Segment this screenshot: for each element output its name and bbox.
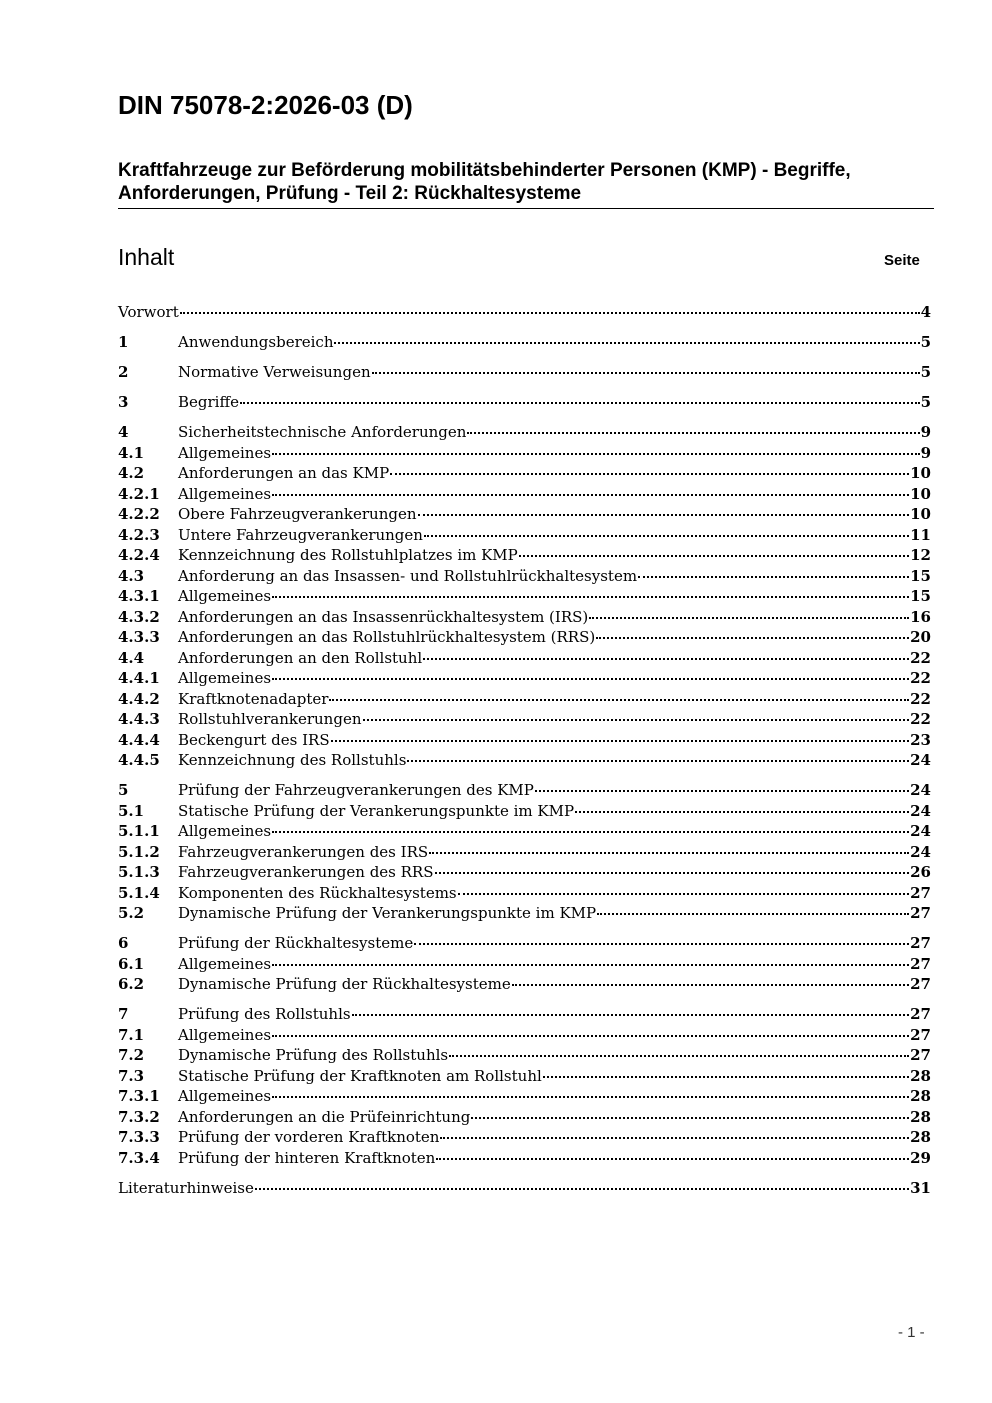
toc-entry-page: 26 [910,863,931,881]
toc-dot-leader [458,889,910,895]
toc-entry-number: 4.2 [118,464,145,482]
toc-entry-title: Rollstuhlverankerungen [178,710,362,728]
toc-entry-number: 7 [118,1005,129,1023]
toc-entry[interactable] [118,586,931,607]
toc-entry[interactable] [118,780,931,801]
toc-entry[interactable] [118,1086,931,1107]
toc-entry-number: 5.2 [118,904,145,922]
toc-entry-title: Anforderungen an die Prüfeinrichtung [178,1107,471,1126]
toc-entry[interactable] [118,443,931,464]
toc-dot-leader [272,1031,909,1037]
toc-entry[interactable] [118,504,931,525]
toc-entry-page: 10 [910,505,931,523]
toc-entry-title: Obere Fahrzeugverankerungen [178,505,417,523]
toc-entry-number: 4.3.3 [118,628,160,646]
toc-entry-title: Prüfung der hinteren Kraftknoten [178,1148,436,1167]
document-id: DIN 75078-2:2026-03 (D) [118,90,413,120]
toc-entry-title: Kennzeichnung des Rollstuhlplatzes im KMP [178,546,518,564]
toc-entry-number: 4.2.2 [118,505,160,523]
toc-entry-title: Dynamische Prüfung der Rückhaltesysteme [178,975,511,993]
toc-entry-number: 5 [118,781,129,799]
toc-dot-leader [440,1133,909,1139]
toc-entry-title: Anforderungen an das Insassenrückhaltesystem (IRS) [178,607,589,626]
toc-entry[interactable] [118,332,931,353]
toc-dot-leader [272,490,909,496]
toc-entry-title: Sicherheitstechnische Anforderungen [178,423,467,441]
toc-entry-title: Prüfung der Fahrzeugverankerungen des KMP [178,781,534,799]
toc-entry-number: 4.4.5 [118,751,160,769]
toc-entry-page: 27 [910,1005,931,1023]
toc-dot-leader [272,449,920,455]
toc-entry-number: 4.2.3 [118,525,160,544]
toc-entry-page: 5 [920,333,931,351]
toc-entry-number: 4 [118,423,129,441]
toc-entry[interactable] [118,903,931,924]
toc-entry-number: 4.4.3 [118,710,160,728]
toc-dot-leader [272,1092,909,1098]
toc-entry-number: 3 [118,393,129,411]
toc-entry-number: 4.3.2 [118,607,160,626]
toc-entry[interactable] [118,933,931,954]
subtitle-line-1: Kraftfahrzeuge zur Beförderung mobilitätsbehinderter Personen (KMP) - Begriffe, [118,160,851,181]
toc-entry-page: 20 [910,628,931,646]
toc-entry[interactable] [118,668,931,689]
toc-entry-title: Anforderung an das Insassen- und Rollstuhlrückhaltesystem [178,566,638,585]
toc-entry-number: 5.1.4 [118,883,160,902]
toc-entry[interactable] [118,648,931,669]
page-number: - 1 - [898,1324,925,1341]
toc-entry-page: 27 [910,975,931,993]
toc-dot-leader [180,308,920,314]
toc-entry-page: 27 [910,954,931,973]
toc-entry-title: Anwendungsbereich [178,333,334,351]
toc-dot-leader [272,960,909,966]
toc-entry[interactable] [118,821,931,842]
toc-entry-title: Anforderungen an das KMP [178,464,390,482]
toc-entry-page: 16 [910,607,931,626]
toc-entry-page: 22 [910,689,931,708]
toc-entry[interactable] [118,392,931,413]
toc-entry-title: Allgemeines [178,1025,272,1044]
toc-entry-title: Dynamische Prüfung des Rollstuhls [178,1046,449,1064]
toc-entry[interactable] [118,730,931,751]
toc-dot-leader [372,368,920,374]
subtitle-line-2: Anforderungen, Prüfung - Teil 2: Rückhaltesysteme [118,183,582,204]
toc-entry-number: 1 [118,333,129,351]
toc-entry-number: 5.1 [118,801,145,820]
toc-entry[interactable] [118,883,931,904]
toc-entry-number: 6 [118,934,129,952]
toc-dot-leader [543,1072,909,1078]
toc-dot-leader [423,654,909,660]
toc-entry-number: 7.2 [118,1046,145,1064]
toc-entry-title: Allgemeines [178,1087,272,1105]
toc-entry-title: Vorwort [118,303,179,321]
toc-dot-leader [436,1154,909,1160]
toc-entry-number: 5.1.2 [118,842,160,861]
toc-entry-title: Allgemeines [178,822,272,840]
toc-entry-page: 24 [910,801,931,820]
toc-dot-leader [272,674,909,680]
toc-entry-title: Prüfung der vorderen Kraftknoten [178,1128,440,1146]
toc-dot-leader [471,1113,909,1119]
toc-entry-number: 4.4.4 [118,730,160,749]
toc-entry-number: 4.2.4 [118,546,160,564]
toc-entry-page: 29 [910,1148,931,1167]
toc-entry-title: Prüfung der Rückhaltesysteme [178,934,414,952]
toc-dot-leader [329,695,909,701]
toc-entry[interactable] [118,627,931,648]
toc-entry-number: 6.1 [118,954,145,973]
toc-entry-page: 28 [910,1066,931,1085]
toc-entry-number: 6.2 [118,975,145,993]
toc-dot-leader [597,909,909,915]
toc-entry-page: 24 [910,842,931,861]
toc-entry[interactable] [118,362,931,383]
toc-dot-leader [390,469,909,475]
toc-entry-page: 12 [910,546,931,564]
toc-entry[interactable] [118,484,931,505]
toc-dot-leader [331,736,910,742]
table-of-contents [118,302,931,1198]
toc-dot-leader [240,398,920,404]
toc-dot-leader [512,980,909,986]
toc-entry-page: 27 [910,1025,931,1044]
toc-entry-title: Allgemeines [178,484,272,503]
toc-entry[interactable] [118,1045,931,1066]
toc-entry-page: 5 [920,393,931,411]
toc-entry-page: 22 [910,669,931,687]
toc-entry[interactable] [118,954,931,975]
toc-entry-page: 22 [910,648,931,667]
toc-entry-title: Kennzeichnung des Rollstuhls [178,751,407,769]
toc-entry-title: Anforderungen an das Rollstuhlrückhaltesystem (RRS) [178,628,596,646]
toc-dot-leader [589,613,909,619]
toc-dot-leader [414,939,909,945]
toc-entry-title: Allgemeines [178,587,272,605]
toc-entry[interactable] [118,607,931,628]
toc-dot-leader [424,531,909,537]
toc-entry[interactable] [118,974,931,995]
toc-entry-title: Literaturhinweise [118,1178,254,1197]
toc-entry-page: 9 [920,443,931,462]
toc-entry[interactable] [118,525,931,546]
toc-entry-page: 24 [910,781,931,799]
toc-entry-title: Allgemeines [178,443,272,462]
toc-entry-number: 2 [118,363,129,381]
toc-entry-number: 7.3 [118,1066,145,1085]
toc-entry-title: Allgemeines [178,669,272,687]
toc-dot-leader [535,786,909,792]
toc-entry[interactable] [118,566,931,587]
toc-entry-page: 24 [910,751,931,769]
toc-entry-page: 23 [910,730,931,749]
toc-dot-leader [449,1051,909,1057]
toc-entry[interactable] [118,463,931,484]
toc-entry[interactable] [118,689,931,710]
toc-entry-page: 27 [910,904,931,922]
toc-entry-title: Dynamische Prüfung der Verankerungspunkte im KMP [178,904,597,922]
toc-entry[interactable] [118,1148,931,1169]
toc-entry-number: 4.4.2 [118,689,160,708]
page-column-label: Seite [884,252,920,269]
toc-entry-page: 4 [920,303,931,321]
toc-entry-title: Fahrzeugverankerungen des IRS [178,842,429,861]
toc-entry-title: Anforderungen an den Rollstuhl [178,648,423,667]
toc-dot-leader [255,1184,909,1190]
toc-dot-leader [519,551,909,557]
toc-entry-number: 4.4.1 [118,669,160,687]
toc-entry-title: Statische Prüfung der Kraftknoten am Rollstuhl [178,1066,542,1085]
toc-dot-leader [435,868,910,874]
toc-entry-page: 28 [910,1087,931,1105]
toc-entry[interactable] [118,750,931,771]
toc-dot-leader [272,827,909,833]
toc-entry-page: 28 [910,1128,931,1146]
toc-entry-number: 4.4 [118,648,145,667]
toc-entry-page: 27 [910,1046,931,1064]
toc-entry-page: 15 [910,566,931,585]
toc-entry[interactable] [118,709,931,730]
toc-entry[interactable] [118,1127,931,1148]
toc-entry[interactable] [118,1107,931,1128]
toc-entry-title: Statische Prüfung der Verankerungspunkte im KMP [178,801,575,820]
toc-dot-leader [418,510,910,516]
toc-entry-page: 10 [910,484,931,503]
toc-entry[interactable] [118,1178,931,1199]
toc-dot-leader [352,1010,910,1016]
toc-entry-number: 7.3.3 [118,1128,160,1146]
toc-entry-page: 15 [910,587,931,605]
toc-entry-page: 11 [910,525,931,544]
toc-entry-title: Komponenten des Rückhaltesystems [178,883,457,902]
toc-dot-leader [363,715,910,721]
toc-entry[interactable] [118,545,931,566]
toc-entry-title: Prüfung des Rollstuhls [178,1005,351,1023]
toc-entry-number: 7.3.4 [118,1148,160,1167]
toc-entry-page: 9 [920,423,931,441]
toc-entry-number: 5.1.1 [118,822,160,840]
toc-entry-page: 27 [910,934,931,952]
toc-entry-number: 4.2.1 [118,484,160,503]
toc-dot-leader [429,848,909,854]
toc-entry[interactable] [118,801,931,822]
toc-entry-page: 27 [910,883,931,902]
toc-entry-page: 28 [910,1107,931,1126]
toc-dot-leader [407,756,909,762]
toc-entry[interactable] [118,422,931,443]
toc-entry[interactable] [118,842,931,863]
toc-heading: Inhalt [118,244,175,270]
toc-entry-number: 7.3.2 [118,1107,160,1126]
toc-entry-page: 22 [910,710,931,728]
toc-dot-leader [596,633,909,639]
toc-entry[interactable] [118,302,931,323]
toc-entry-title: Beckengurt des IRS [178,730,330,749]
toc-entry-number: 7.3.1 [118,1087,160,1105]
toc-entry-number: 4.1 [118,443,145,462]
toc-entry-page: 5 [920,363,931,381]
toc-dot-leader [334,338,919,344]
toc-entry-number: 7.1 [118,1025,145,1044]
document-subtitle [118,159,934,209]
toc-entry-title: Normative Verweisungen [178,363,371,381]
toc-entry[interactable] [118,1066,931,1087]
toc-dot-leader [467,428,919,434]
toc-entry[interactable] [118,1025,931,1046]
toc-entry[interactable] [118,1004,931,1025]
toc-entry-title: Kraftknotenadapter [178,689,329,708]
toc-entry-title: Begriffe [178,393,240,411]
toc-entry-title: Fahrzeugverankerungen des RRS [178,863,434,881]
toc-entry-title: Allgemeines [178,954,272,973]
toc-entry-title: Untere Fahrzeugverankerungen [178,525,423,544]
toc-dot-leader [638,572,909,578]
toc-dot-leader [575,807,909,813]
toc-dot-leader [272,592,909,598]
toc-entry[interactable] [118,862,931,883]
toc-entry-number: 4.3 [118,566,145,585]
toc-entry-number: 5.1.3 [118,863,160,881]
toc-entry-number: 4.3.1 [118,587,160,605]
toc-entry-page: 31 [910,1178,931,1197]
toc-entry-page: 10 [910,464,931,482]
toc-entry-page: 24 [910,822,931,840]
